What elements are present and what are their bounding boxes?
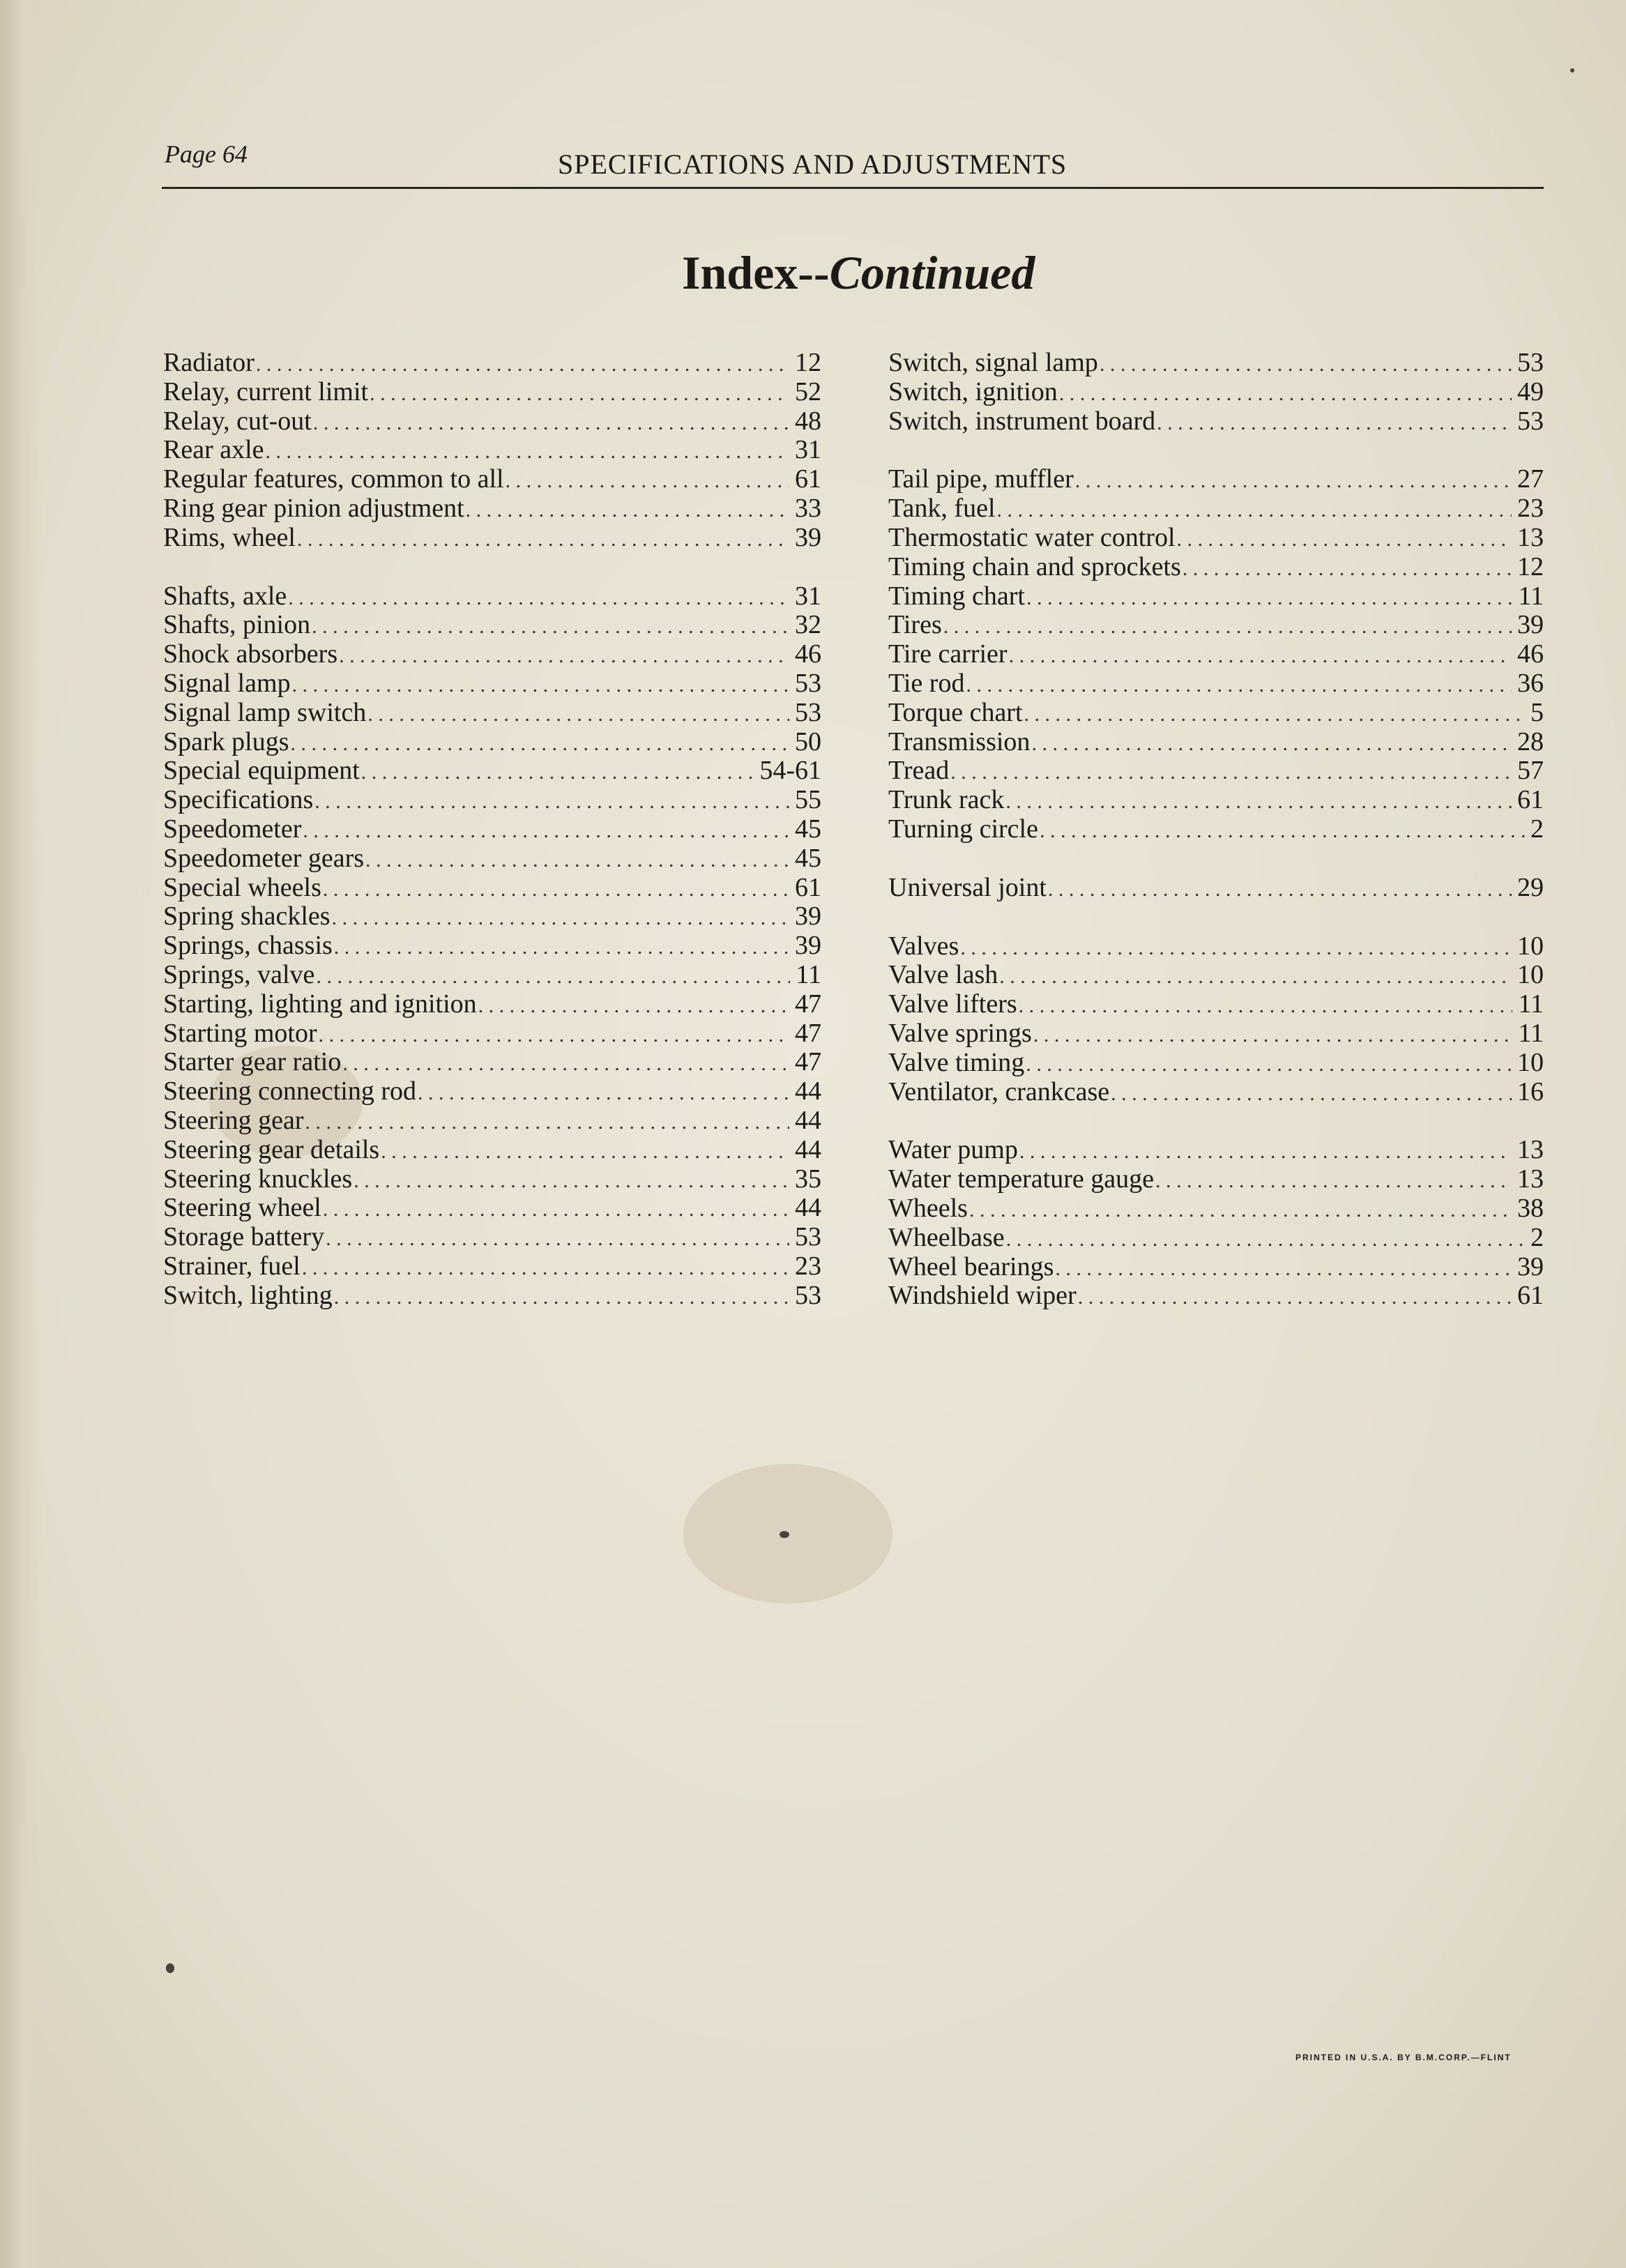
index-entry	[163, 1019, 821, 1049]
page-number: Page 64	[165, 140, 248, 168]
index-page-number: 44	[795, 1076, 821, 1106]
index-page-number: 44	[795, 1134, 821, 1164]
index-page-number: 39	[1517, 1251, 1544, 1281]
index-term: Switch, instrument board	[888, 406, 1156, 436]
dot-leader	[323, 1195, 789, 1224]
index-page-number: 53	[1517, 348, 1544, 377]
index-term: Steering knuckles	[163, 1164, 353, 1194]
index-entry	[163, 611, 821, 640]
dot-leader	[1026, 584, 1512, 613]
index-entry	[163, 756, 821, 786]
index-term: Transmission	[888, 726, 1031, 756]
index-entry	[163, 349, 821, 378]
index-group	[888, 349, 1544, 436]
index-entry	[163, 1252, 821, 1281]
dot-leader	[1059, 379, 1512, 409]
index-entry	[888, 728, 1544, 757]
index-page-number: 23	[795, 1251, 821, 1281]
dot-leader	[966, 671, 1512, 700]
index-page-number: 48	[795, 406, 821, 436]
index-page-number: 61	[1517, 785, 1544, 815]
index-entry	[888, 932, 1544, 961]
index-term: Steering gear	[163, 1105, 304, 1135]
ink-speck	[780, 1531, 789, 1538]
index-page-number: 54-61	[759, 756, 821, 786]
index-entry	[163, 931, 821, 961]
dot-leader	[999, 962, 1512, 991]
index-term: Switch, signal lamp	[888, 348, 1098, 377]
index-group	[888, 932, 1544, 1107]
dot-leader	[418, 1079, 789, 1108]
index-entry	[163, 378, 821, 407]
index-term: Wheel bearings	[888, 1251, 1054, 1281]
dot-leader	[303, 816, 789, 846]
index-entry	[888, 1194, 1544, 1224]
index-term: Turning circle	[888, 814, 1038, 844]
dot-leader	[332, 904, 789, 933]
index-page-number: 53	[795, 668, 821, 698]
index-page-number: 11	[1518, 581, 1544, 611]
index-page-number: 32	[795, 610, 821, 640]
dot-leader	[305, 1108, 789, 1137]
index-term: Valve lifters	[888, 989, 1017, 1019]
index-entry	[163, 874, 821, 903]
dot-leader	[326, 1224, 789, 1254]
index-term: Spark plugs	[163, 726, 289, 756]
dot-leader	[334, 1283, 789, 1312]
index-term: Ventilator, crankcase	[888, 1076, 1110, 1106]
index-page-number: 38	[1517, 1193, 1544, 1223]
dot-leader	[292, 671, 789, 700]
index-term: Tread	[888, 756, 950, 786]
index-term: Tie rod	[888, 668, 965, 698]
index-term: Water temperature gauge	[888, 1164, 1154, 1194]
dot-leader	[1055, 1254, 1512, 1284]
index-entry	[163, 1223, 821, 1252]
index-page-number: 33	[795, 493, 821, 523]
dot-leader	[1177, 525, 1512, 554]
header-rule	[162, 187, 1544, 189]
index-term: Special equipment	[163, 756, 360, 786]
index-page-number: 47	[795, 1047, 821, 1077]
index-page-number: 47	[795, 989, 821, 1019]
index-term: Trunk rack	[888, 785, 1005, 815]
index-page-number: 10	[1517, 1047, 1544, 1077]
index-term: Shafts, pinion	[163, 610, 311, 640]
index-page-number: 11	[1518, 1018, 1544, 1048]
dot-leader	[1006, 1225, 1525, 1254]
index-term: Relay, cut-out	[163, 406, 312, 436]
dot-leader	[367, 700, 789, 729]
index-term: Thermostatic water control	[888, 522, 1176, 552]
index-entry	[163, 1048, 821, 1077]
dot-leader	[1155, 1166, 1512, 1196]
index-term: Spring shackles	[163, 901, 330, 931]
index-term: Timing chain and sprockets	[888, 551, 1181, 581]
index-entry	[163, 465, 821, 494]
dot-leader	[370, 379, 789, 409]
index-entry	[888, 815, 1544, 844]
index-term: Shock absorbers	[163, 639, 338, 669]
index-page-number: 12	[795, 348, 821, 377]
index-entry	[888, 378, 1544, 407]
dot-leader	[312, 612, 789, 641]
dot-leader	[943, 612, 1512, 641]
index-term: Signal lamp	[163, 668, 291, 698]
dot-leader	[354, 1166, 789, 1196]
index-entry	[163, 844, 821, 874]
dot-leader	[1075, 466, 1512, 496]
index-term: Wheelbase	[888, 1222, 1005, 1252]
index-entry	[888, 465, 1544, 494]
dot-leader	[297, 525, 789, 554]
index-page-number: 57	[1517, 756, 1544, 786]
dot-leader	[1100, 350, 1512, 379]
index-entry	[163, 990, 821, 1019]
index-page-number: 11	[796, 959, 821, 989]
index-term: Relay, current limit	[163, 376, 369, 406]
dot-leader	[1031, 729, 1512, 759]
index-term: Rims, wheel	[163, 522, 296, 552]
index-entry	[888, 1253, 1544, 1282]
index-page-number: 39	[795, 522, 821, 552]
index-entry	[163, 640, 821, 669]
index-term: Springs, valve	[163, 959, 315, 989]
dot-leader	[361, 758, 754, 787]
index-page-number: 12	[1517, 551, 1544, 581]
dot-leader	[1009, 641, 1512, 671]
index-entry	[888, 640, 1544, 669]
index-page-number: 39	[795, 931, 821, 961]
index-page-number: 31	[795, 581, 821, 611]
dot-leader	[466, 496, 789, 525]
index-term: Valve lash	[888, 960, 998, 990]
index-term: Special wheels	[163, 872, 321, 902]
index-page-number: 45	[795, 843, 821, 873]
index-page-number: 52	[795, 376, 821, 406]
index-page-number: 45	[795, 814, 821, 844]
index-term: Steering connecting rod	[163, 1076, 417, 1106]
dot-leader	[1033, 1021, 1513, 1050]
index-page-number: 39	[795, 901, 821, 931]
index-term: Timing chart	[888, 581, 1025, 611]
index-page-number: 10	[1517, 931, 1544, 961]
index-entry	[888, 990, 1544, 1019]
index-entry	[888, 1224, 1544, 1253]
index-term: Tire carrier	[888, 639, 1008, 669]
index-entry	[888, 553, 1544, 582]
index-entry	[888, 1136, 1544, 1165]
index-term: Windshield wiper	[888, 1281, 1077, 1311]
index-group	[163, 349, 821, 553]
index-entry	[888, 582, 1544, 611]
dot-leader	[302, 1254, 789, 1283]
page-edge-shadow	[0, 0, 42, 2268]
dot-leader	[316, 962, 790, 991]
index-page-number: 46	[795, 639, 821, 669]
index-page-number: 5	[1530, 697, 1544, 727]
index-entry	[888, 1078, 1544, 1107]
index-group	[888, 465, 1544, 844]
index-entry	[888, 494, 1544, 524]
dot-leader	[1157, 409, 1512, 438]
index-entry	[163, 1136, 821, 1165]
dot-leader	[997, 496, 1512, 525]
index-term: Speedometer gears	[163, 843, 365, 873]
index-group	[888, 1136, 1544, 1311]
index-page-number: 13	[1517, 522, 1544, 552]
index-term: Specifications	[163, 785, 314, 815]
index-column-right	[888, 349, 1544, 1340]
index-term: Universal joint	[888, 872, 1047, 902]
ink-speck	[1570, 68, 1574, 73]
dot-leader	[339, 641, 789, 671]
index-term: Starter gear ratio	[163, 1047, 342, 1077]
index-term: Storage battery	[163, 1222, 325, 1252]
index-term: Switch, ignition	[888, 376, 1058, 406]
index-entry	[163, 1281, 821, 1311]
index-page-number: 36	[1517, 668, 1544, 698]
index-term: Speedometer	[163, 814, 302, 844]
dot-leader	[1024, 700, 1525, 729]
index-entry	[163, 524, 821, 553]
index-group	[163, 582, 821, 1311]
index-term: Valves	[888, 931, 959, 961]
dot-leader	[323, 875, 789, 904]
index-group	[888, 874, 1544, 903]
index-page-number: 47	[795, 1018, 821, 1048]
index-entry	[888, 1165, 1544, 1194]
index-term: Starting, lighting and ignition	[163, 989, 477, 1019]
index-page-number: 53	[795, 1222, 821, 1252]
dot-leader	[506, 466, 789, 496]
index-term: Rear axle	[163, 435, 264, 465]
index-page-number: 44	[795, 1105, 821, 1135]
index-page-number: 31	[795, 435, 821, 465]
index-entry	[163, 669, 821, 699]
dot-leader	[342, 1049, 789, 1079]
index-term: Tires	[888, 610, 942, 640]
dot-leader	[1078, 1283, 1512, 1312]
index-term: Steering gear details	[163, 1134, 380, 1164]
index-page-number: 28	[1517, 726, 1544, 756]
dot-leader	[1040, 816, 1525, 846]
dot-leader	[1019, 1137, 1512, 1166]
dot-leader	[319, 1021, 789, 1050]
dot-leader	[381, 1137, 789, 1166]
index-entry	[163, 1106, 821, 1136]
index-term: Torque chart	[888, 697, 1023, 727]
index-term: Springs, chassis	[163, 931, 333, 961]
index-term: Radiator	[163, 348, 254, 377]
dot-leader	[1019, 991, 1513, 1021]
index-entry	[163, 1077, 821, 1106]
index-entry	[163, 699, 821, 728]
index-entry	[163, 582, 821, 611]
index-entry	[163, 1165, 821, 1194]
index-term: Valve springs	[888, 1018, 1032, 1048]
index-page-number: 61	[1517, 1281, 1544, 1311]
dot-leader	[334, 933, 789, 962]
index-page-number: 29	[1517, 872, 1544, 902]
dot-leader	[969, 1196, 1512, 1225]
index-entry	[888, 524, 1544, 553]
dot-leader	[960, 934, 1512, 963]
index-entry	[163, 1194, 821, 1223]
index-term: Tail pipe, muffler	[888, 464, 1074, 494]
index-page-number: 35	[795, 1164, 821, 1194]
index-entry	[888, 756, 1544, 786]
dot-leader	[1183, 554, 1512, 584]
index-entry	[163, 902, 821, 931]
index-term: Tank, fuel	[888, 494, 996, 524]
index-page-number: 50	[795, 726, 821, 756]
index-page-number: 27	[1517, 464, 1544, 494]
index-entry	[163, 494, 821, 524]
index-page-number: 53	[1517, 406, 1544, 436]
index-term: Strainer, fuel	[163, 1251, 301, 1281]
index-page-number: 2	[1530, 1222, 1544, 1252]
index-entry	[888, 699, 1544, 728]
index-term: Valve timing	[888, 1047, 1025, 1077]
index-term: Switch, lighting	[163, 1280, 333, 1310]
index-entry	[888, 611, 1544, 640]
index-term: Regular features, common to all	[163, 464, 504, 494]
index-term: Wheels	[888, 1193, 968, 1223]
index-page-number: 13	[1517, 1164, 1544, 1194]
dot-leader	[950, 758, 1512, 787]
dot-leader	[313, 409, 789, 438]
index-term: Water pump	[888, 1135, 1018, 1165]
index-entry	[888, 961, 1544, 990]
dot-leader	[1111, 1079, 1512, 1109]
index-heading-continued: Continued	[829, 246, 1035, 299]
dot-leader	[291, 729, 790, 759]
index-page-number: 46	[1517, 639, 1544, 669]
index-entry	[888, 1281, 1544, 1311]
running-title: SPECIFICATIONS AND ADJUSTMENTS	[558, 149, 1067, 180]
index-term: Starting motor	[163, 1018, 317, 1048]
index-heading	[682, 245, 1035, 300]
dot-leader	[1048, 875, 1512, 904]
ink-speck	[166, 1963, 174, 1973]
printer-note: PRINTED IN U.S.A. BY B.M.CORP.—FLINT	[1296, 2053, 1512, 2062]
dot-leader	[256, 350, 789, 379]
index-term: Signal lamp switch	[163, 697, 367, 727]
dot-leader	[266, 437, 789, 466]
index-heading-main: Index--	[682, 246, 830, 299]
index-page-number: 53	[795, 697, 821, 727]
index-entry	[888, 1049, 1544, 1078]
index-page-number: 61	[795, 872, 821, 902]
index-page-number: 10	[1517, 960, 1544, 990]
index-entry	[163, 961, 821, 990]
index-page-number: 11	[1518, 989, 1544, 1019]
dot-leader	[1026, 1050, 1512, 1079]
index-entry	[888, 1019, 1544, 1049]
index-page-number: 61	[795, 464, 821, 494]
index-entry	[163, 786, 821, 815]
index-page-number: 23	[1517, 494, 1544, 524]
index-page-number: 55	[795, 785, 821, 815]
index-term: Steering wheel	[163, 1193, 321, 1223]
index-page-number: 2	[1530, 814, 1544, 844]
dot-leader	[314, 787, 789, 816]
index-entry	[888, 874, 1544, 903]
index-entry	[163, 436, 821, 465]
index-term: Shafts, axle	[163, 581, 287, 611]
index-page-number: 39	[1517, 610, 1544, 640]
index-entry	[888, 407, 1544, 436]
index-entry	[888, 669, 1544, 699]
dot-leader	[1005, 787, 1512, 816]
dot-leader	[478, 991, 789, 1021]
index-column-left	[163, 349, 821, 1340]
index-entry	[163, 407, 821, 436]
dot-leader	[288, 584, 789, 613]
index-page-number: 44	[795, 1193, 821, 1223]
index-term: Ring gear pinion adjustment	[163, 493, 464, 523]
index-page-number: 49	[1517, 376, 1544, 406]
index-entry	[888, 786, 1544, 815]
index-page-number: 53	[795, 1280, 821, 1310]
index-page-number: 16	[1517, 1076, 1544, 1106]
index-page-number: 13	[1517, 1135, 1544, 1165]
index-entry	[888, 349, 1544, 378]
index-entry	[163, 728, 821, 757]
index-entry	[163, 815, 821, 844]
dot-leader	[365, 846, 789, 875]
